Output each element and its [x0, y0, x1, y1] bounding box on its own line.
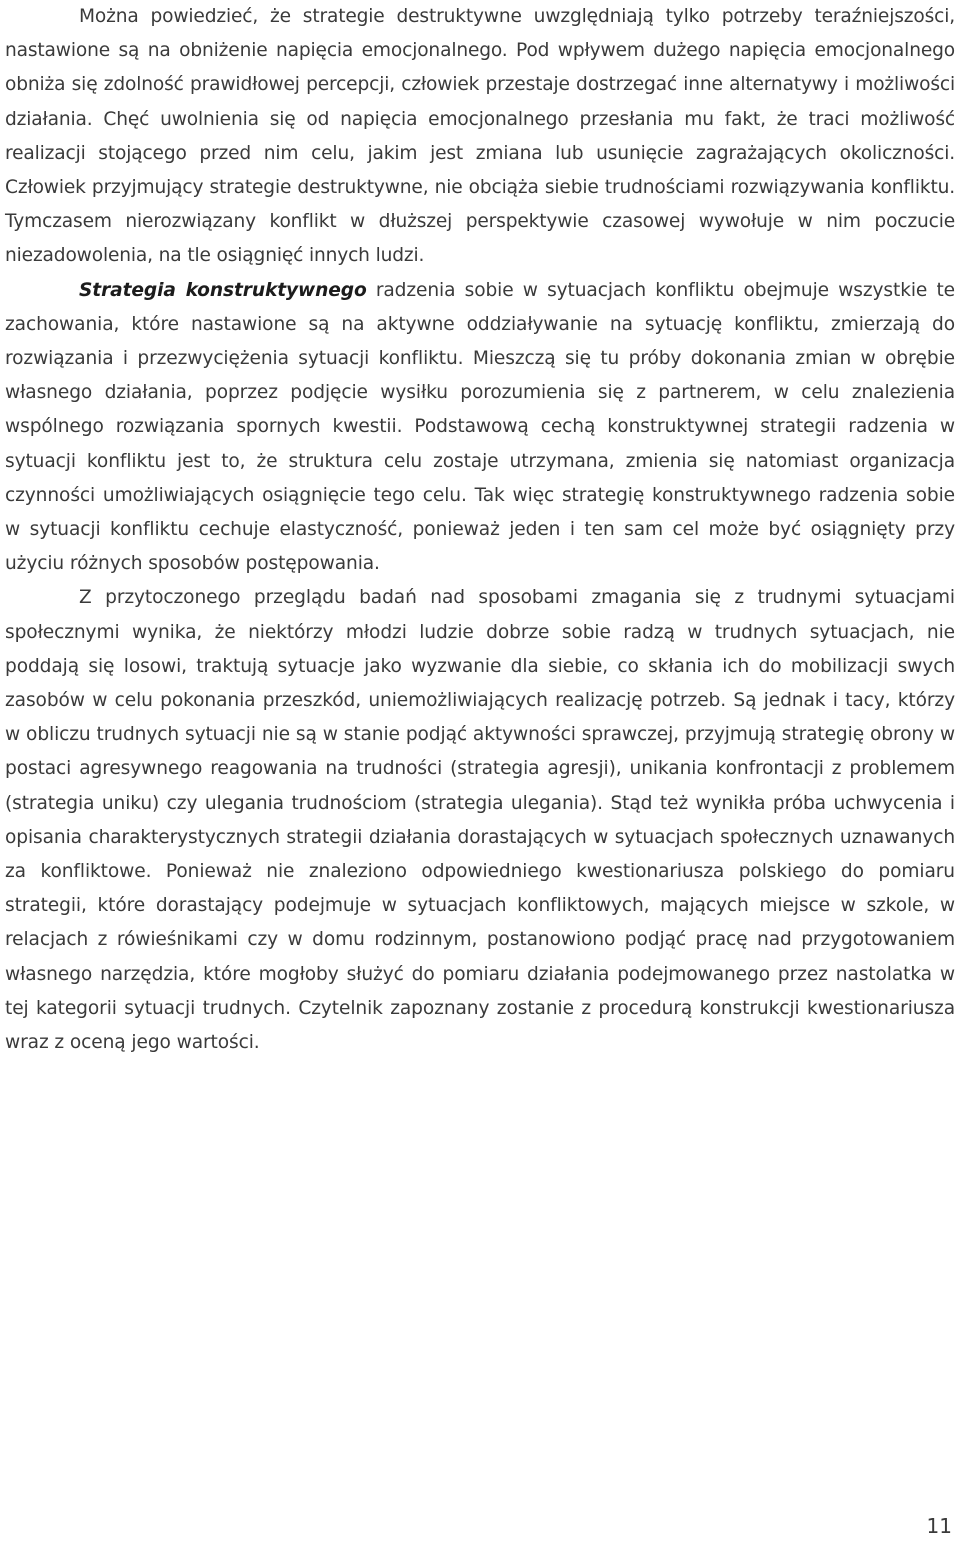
paragraph-text: Można powiedzieć, że strategie destruktywne uwzględniają tylko potrzeby teraźniejszości, nastawione są na obniżenie napięcia emocjonalnego. Pod wpływem dużego napięcia emocjonalnego obniża się zdolność prawidłowej percepcji, człowiek przestaje dostrzegać inne alternatywy i możliwości działania. Chęć uwolnienia się od napięcia emocjonalnego przesłania mu fakt, że traci możliwość realizacji stojącego przed nim celu, jakim jest zmiana lub usunięcie zagrażających okoliczności. Człowiek przyjmujący strategie destruktywne, nie obciąża siebie trudnościami rozwiązywania konfliktu. Tymczasem nierozwiązany konflikt w dłuższej perspektywie czasowej wywołuje w nim poczucie niezadowolenia, na tle osiągnięć innych ludzi.: [5, 6, 955, 267]
page-number: 11: [926, 1514, 952, 1538]
paragraph-text: radzenia sobie w sytuacjach konfliktu obejmuje wszystkie te zachowania, które nastawione są na aktywne oddziaływanie na sytuację konfliktu, zmierzają do rozwiązania i przezwyciężenia sytuacji konfliktu. Mieszczą się tu próby dokonania zmian w obrębie własnego działania, poprzez podjęcie wysiłku porozumienia się z partnerem, w celu znalezienia wspólnego rozwiązania spornych kwestii. Podstawową cechą konstruktywnej strategii radzenia w sytuacji konfliktu jest to, że struktura celu zostaje utrzymana, zmienia się natomiast organizacja czynności umożliwiających osiągnięcie tego celu. Tak więc strategię konstruktywnego radzenia sobie w sytuacji konfliktu cechuje elastyczność, ponieważ jeden i ten sam cel może być osiągnięty przy użyciu różnych sposobów postępowania.: [5, 279, 955, 575]
paragraph-destructive-strategies: [5, 0, 955, 274]
highlighted-term: Strategia konstruktywnego: [79, 279, 367, 301]
paragraph-text: Z przytoczonego przeglądu badań nad sposobami zmagania się z trudnymi sytuacjami społecznymi wynika, że niektórzy młodzi ludzie dobrze sobie radzą w trudnych sytuacjach, nie poddają się losowi, traktują sytuacje jako wyzwanie dla siebie, co skłania ich do mobilizacji swych zasobów w celu pokonania przeszkód, uniemożliwiających realizację potrzeb. Są jednak i tacy, którzy w obliczu trudnych sytuacji nie są w stanie podjąć aktywności sprawczej, przyjmują strategię obrony w postaci agresywnego reagowania na trudności (strategia agresji), unikania konfrontacji z problemem (strategia uniku) czy ulegania trudnościom (strategia ulegania). Stąd też wynikła próba uchwycenia i opisania charakterystycznych strategii działania dorastających w sytuacjach społecznych uznawanych za konfliktowe. Ponieważ nie znaleziono odpowiedniego kwestionariusza polskiego do pomiaru strategii, które dorastający podejmuje w sytuacjach konfliktowych, mających miejsce w szkole, w relacjach z rówieśnikami czy w domu rodzinnym, postanowiono podjąć pracę nad przygotowaniem własnego narzędzia, które mogłoby służyć do pomiaru działania podejmowanego przez nastolatka w tej kategorii sytuacji trudnych. Czytelnik zapoznany zostanie z procedurą konstrukcji kwestionariusza wraz z oceną jego wartości.: [5, 587, 955, 1054]
page-body: [5, 0, 955, 1060]
paragraph-research-summary: [5, 581, 955, 1060]
paragraph-constructive-strategy: [5, 274, 955, 582]
